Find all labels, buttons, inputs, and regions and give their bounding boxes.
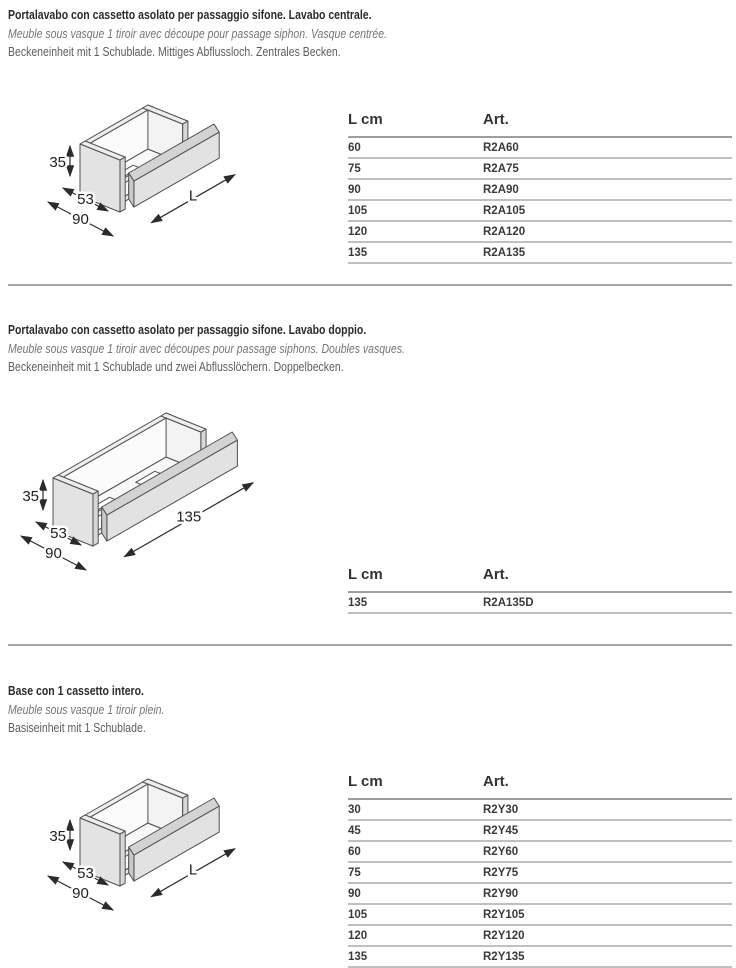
section-title-french: Meuble sous vasque 1 tiroir avec découpes pour passage siphons. Doubles vasques. bbox=[8, 341, 405, 356]
dimension-label-depth: 53 bbox=[77, 191, 94, 208]
dimension-label-total-depth: 90 bbox=[72, 885, 89, 902]
dimension-label-total-depth: 90 bbox=[72, 211, 89, 228]
length-cell: 90 bbox=[348, 179, 483, 200]
table-header-row bbox=[348, 108, 732, 137]
length-cell: 120 bbox=[348, 221, 483, 242]
column-header-length: L cm bbox=[348, 108, 483, 137]
article-code-cell: R2A60 bbox=[483, 137, 732, 158]
table-row bbox=[348, 883, 732, 904]
dimension-label-length: L bbox=[188, 861, 198, 879]
table-row bbox=[348, 179, 732, 200]
table-row bbox=[348, 221, 732, 242]
dimension-label-height: 35 bbox=[22, 488, 39, 505]
section-header bbox=[8, 323, 405, 379]
length-cell: 105 bbox=[348, 200, 483, 221]
length-cell: 30 bbox=[348, 799, 483, 820]
dimension-label-depth: 53 bbox=[77, 865, 94, 882]
article-code-cell: R2A75 bbox=[483, 158, 732, 179]
article-table bbox=[348, 563, 732, 614]
table-header-row bbox=[348, 563, 732, 592]
article-code-cell: R2A135 bbox=[483, 242, 732, 263]
table-row bbox=[348, 820, 732, 841]
article-table bbox=[348, 108, 732, 264]
left-panel-front-edge bbox=[120, 831, 125, 886]
dimension-label-height: 35 bbox=[49, 828, 66, 845]
article-code-cell: R2Y105 bbox=[483, 904, 732, 925]
table-row bbox=[348, 592, 732, 613]
article-code-cell: R2Y45 bbox=[483, 820, 732, 841]
length-cell: 135 bbox=[348, 242, 483, 263]
article-code-cell: R2Y135 bbox=[483, 946, 732, 967]
section-title-italian: Portalavabo con cassetto asolato per passaggio sifone. Lavabo centrale. bbox=[8, 8, 372, 22]
dimension-label-length: L bbox=[188, 187, 198, 205]
section-title-german: Beckeneinheit mit 1 Schublade. Mittiges Abflussloch. Zentrales Becken. bbox=[8, 45, 341, 59]
article-code-cell: R2Y120 bbox=[483, 925, 732, 946]
cabinet-isometric-drawing bbox=[12, 396, 347, 611]
table-header-row bbox=[348, 770, 732, 799]
section-header bbox=[8, 8, 387, 64]
article-code-cell: R2A105 bbox=[483, 200, 732, 221]
length-cell: 60 bbox=[348, 137, 483, 158]
dimension-label-depth: 53 bbox=[50, 525, 67, 542]
length-cell: 105 bbox=[348, 904, 483, 925]
section-divider bbox=[8, 644, 732, 646]
column-header-article: Art. bbox=[483, 108, 732, 137]
article-table bbox=[348, 770, 732, 968]
table-row bbox=[348, 862, 732, 883]
table-row bbox=[348, 841, 732, 862]
table-row bbox=[348, 200, 732, 221]
length-cell: 90 bbox=[348, 883, 483, 904]
article-code-cell: R2A90 bbox=[483, 179, 732, 200]
cabinet-isometric-drawing bbox=[28, 96, 338, 266]
left-panel-front-edge bbox=[120, 157, 125, 212]
cabinet-isometric-drawing bbox=[28, 764, 338, 949]
section-header bbox=[8, 684, 164, 740]
article-code-cell: R2A135D bbox=[483, 592, 732, 613]
column-header-length: L cm bbox=[348, 563, 483, 592]
section-title-italian: Portalavabo con cassetto asolato per passaggio sifone. Lavabo doppio. bbox=[8, 323, 367, 337]
section-title-french: Meuble sous vasque 1 tiroir avec découpe pour passage siphon. Vasque centrée. bbox=[8, 26, 388, 41]
table-row bbox=[348, 904, 732, 925]
length-cell: 75 bbox=[348, 158, 483, 179]
section-title-italian: Base con 1 cassetto intero. bbox=[8, 684, 144, 698]
table-row bbox=[348, 137, 732, 158]
section-divider bbox=[8, 284, 732, 286]
article-code-cell: R2Y30 bbox=[483, 799, 732, 820]
length-cell: 135 bbox=[348, 592, 483, 613]
table-row bbox=[348, 946, 732, 967]
table-row bbox=[348, 799, 732, 820]
article-code-cell: R2Y75 bbox=[483, 862, 732, 883]
dimension-label-total-depth: 90 bbox=[45, 545, 62, 562]
length-cell: 135 bbox=[348, 946, 483, 967]
dimension-label-length: 135 bbox=[176, 508, 202, 526]
article-code-cell: R2Y90 bbox=[483, 883, 732, 904]
table-row bbox=[348, 242, 732, 263]
column-header-article: Art. bbox=[483, 770, 732, 799]
article-code-cell: R2A120 bbox=[483, 221, 732, 242]
section-title-french: Meuble sous vasque 1 tiroir plein. bbox=[8, 702, 165, 717]
length-cell: 45 bbox=[348, 820, 483, 841]
table-row bbox=[348, 925, 732, 946]
left-panel-front-edge bbox=[93, 491, 98, 546]
column-header-length: L cm bbox=[348, 770, 483, 799]
table-row bbox=[348, 158, 732, 179]
length-cell: 75 bbox=[348, 862, 483, 883]
section-title-german: Beckeneinheit mit 1 Schublade und zwei Abflusslöchern. Doppelbecken. bbox=[8, 360, 344, 374]
article-code-cell: R2Y60 bbox=[483, 841, 732, 862]
section-title-german: Basiseinheit mit 1 Schublade. bbox=[8, 721, 146, 735]
column-header-article: Art. bbox=[483, 563, 732, 592]
dimension-label-height: 35 bbox=[49, 154, 66, 171]
length-cell: 60 bbox=[348, 841, 483, 862]
length-cell: 120 bbox=[348, 925, 483, 946]
